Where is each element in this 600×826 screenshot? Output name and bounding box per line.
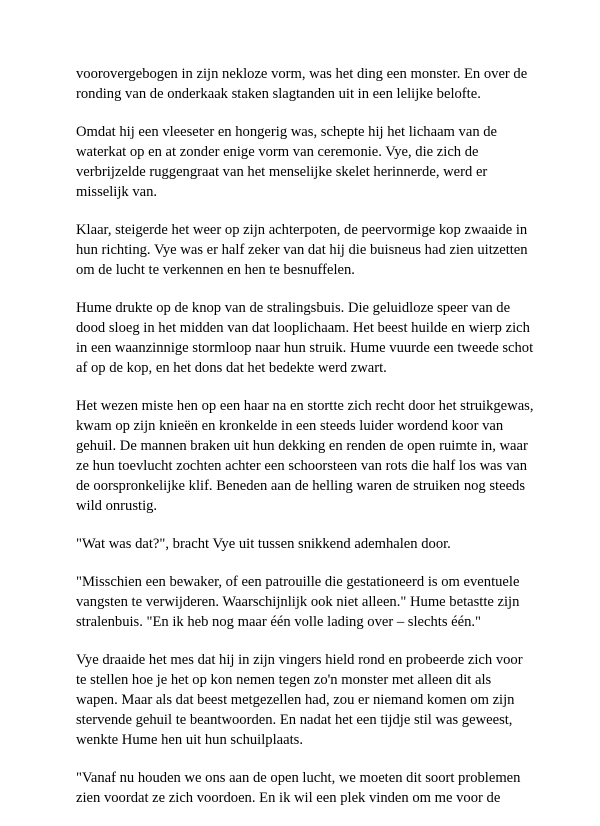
paragraph-9: "Vanaf nu houden we ons aan de open lucht, we moeten dit soort problemen zien voordat ze zich voordoen. En ik wil een plek vinden om me voor de <box>76 770 521 806</box>
paragraph-4: Hume drukte op de knop van de stralingsbuis. Die geluidloze speer van de dood sloeg in het midden van dat looplichaam. Het beest huilde en wierp zich in een waanzinnige stormloop naar hun struik. Hume vuurde een tweede schot af op de kop, en het dons dat het bedekte werd zwart. <box>76 300 534 376</box>
paragraph-2: Omdat hij een vleeseter en hongerig was, schepte hij het lichaam van de waterkat op en at zonder enige vorm van ceremonie. Vye, die zich de verbrijzelde ruggengraat van het menselijke skelet herinnerde, werd er misselijk van. <box>76 124 498 200</box>
document-page <box>76 64 536 826</box>
paragraph-6: "Wat was dat?", bracht Vye uit tussen snikkend ademhalen door. <box>76 536 451 552</box>
paragraph-7: "Misschien een bewaker, of een patrouille die gestationeerd is om eventuele vangsten te verwijderen. Waarschijnlijk ook niet alleen." Hume betastte zijn stralenbuis. "En ik heb nog maar één volle lading over – slechts één." <box>76 574 520 630</box>
paragraph-8: Vye draaide het mes dat hij in zijn vingers hield rond en probeerde zich voor te stellen hoe je het op kon nemen tegen zo'n monster met alleen dit als wapen. Maar als dat beest metgezellen had, zou er niemand komen om zijn stervende gehuil te beantwoorden. En nadat het een tijdje stil was geweest, wenkte Hume hen uit hun schuilplaats. <box>76 652 523 748</box>
paragraph-1: voorovergebogen in zijn nekloze vorm, was het ding een monster. En over de ronding van de onderkaak staken slagtanden uit in een lelijke belofte. <box>76 66 528 102</box>
paragraph-5: Het wezen miste hen op een haar na en stortte zich recht door het struikgewas, kwam op zijn knieën en kronkelde in een steeds luider wordend koor van gehuil. De mannen braken uit hun dekking en renden de open ruimte in, waar ze hun toevlucht zochten achter een schoorsteen van rots die half los was van de oorspronkelijke klif. Beneden aan de helling waren de struiken nog steeds wild onrustig. <box>76 398 534 514</box>
paragraph-3: Klaar, steigerde het weer op zijn achterpoten, de peervormige kop zwaaide in hun richting. Vye was er half zeker van dat hij die buisneus had zien uitzetten om de lucht te verkennen en hen te besnuffelen. <box>76 222 528 278</box>
